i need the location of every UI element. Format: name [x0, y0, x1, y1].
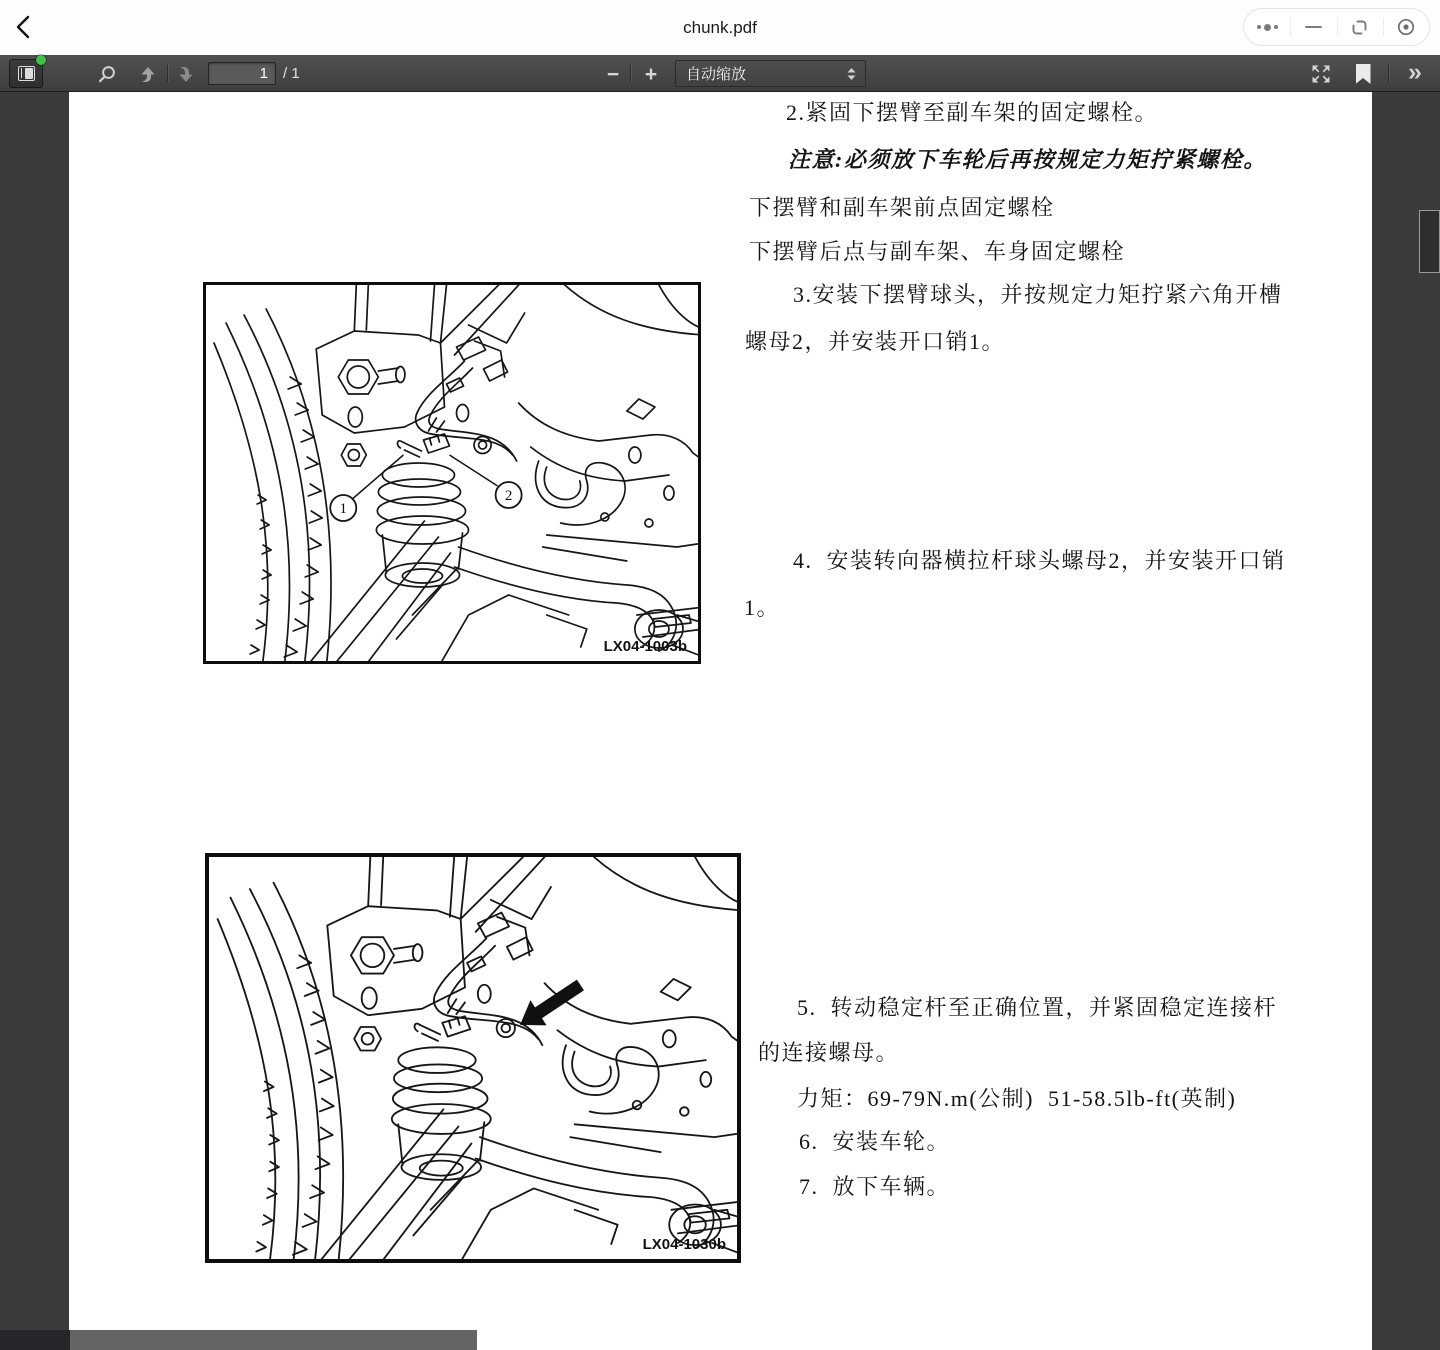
figure-label: LX04-1030b	[642, 1236, 726, 1253]
vertical-scrollbar-thumb[interactable]	[1419, 210, 1440, 273]
close-target-icon	[1396, 17, 1416, 37]
zoom-scale-value: 自动缩放	[686, 66, 747, 83]
scrollbar-corner	[0, 1330, 70, 1350]
notification-dot	[36, 55, 46, 65]
doc-line: 的连接螺母。	[758, 1040, 900, 1065]
doc-note-line: 注意:必须放下车轮后再按规定力矩拧紧螺栓。	[788, 147, 1267, 172]
toolbar-divider	[167, 65, 168, 82]
document-title: chunk.pdf	[683, 18, 757, 37]
page-count-label: / 1	[283, 65, 300, 82]
toolbar-divider	[1388, 65, 1389, 82]
technical-drawing	[206, 285, 698, 661]
minimize-icon	[1305, 26, 1322, 29]
page-down-icon	[176, 66, 195, 83]
presentation-mode-button[interactable]	[1306, 61, 1336, 87]
previous-page-button[interactable]	[134, 62, 160, 86]
technical-drawing	[209, 857, 737, 1259]
minimize-button[interactable]	[1290, 9, 1336, 45]
more-button[interactable]	[1244, 9, 1290, 45]
next-page-button[interactable]	[172, 62, 198, 86]
window-capsule	[1243, 8, 1430, 46]
bookmark-icon	[1356, 64, 1371, 84]
sidebar-toggle-button[interactable]	[9, 59, 43, 88]
zoom-in-button[interactable]	[639, 62, 663, 86]
doc-line: 4. 安装转向器横拉杆球头螺母2，并安装开口销	[793, 548, 1286, 573]
search-icon	[96, 64, 117, 85]
figure-ball-joint-callouts	[203, 282, 701, 664]
doc-line: 1。	[744, 595, 781, 620]
page-number-input[interactable]	[208, 62, 276, 85]
doc-line: 下摆臂和副车架前点固定螺栓	[749, 195, 1055, 220]
doc-line: 5. 转动稳定杆至正确位置，并紧固稳定连接杆	[797, 995, 1278, 1020]
sidebar-icon	[18, 66, 35, 81]
close-button[interactable]	[1383, 9, 1429, 45]
toolbar-divider	[630, 65, 631, 82]
more-dots-icon	[1257, 24, 1278, 31]
doc-line: 螺母2，并安装开口销1。	[745, 329, 1006, 354]
minus-icon: −	[606, 62, 620, 86]
find-button[interactable]	[93, 62, 119, 86]
zoom-scale-select[interactable]	[675, 60, 866, 87]
float-window-button[interactable]	[1337, 9, 1383, 45]
more-tools-button[interactable]	[1398, 57, 1432, 87]
fullscreen-icon	[1310, 63, 1332, 85]
zoom-out-button[interactable]	[601, 62, 625, 86]
callout-number-1: 1	[339, 501, 348, 517]
figure-stabilizer-arrow	[205, 853, 741, 1263]
doc-line: 3.安装下摆臂球头，并按规定力矩拧紧六角开槽	[793, 282, 1283, 307]
horizontal-scrollbar-thumb[interactable]	[70, 1330, 477, 1350]
bookmark-button[interactable]	[1349, 61, 1377, 87]
pointer-arrow	[521, 980, 583, 1024]
select-arrows-icon	[846, 67, 857, 81]
doc-line: 力矩：69-79N.m(公制) 51-58.5lb-ft(英制)	[797, 1086, 1237, 1111]
pdf-toolbar	[0, 55, 1440, 92]
plus-icon: +	[644, 62, 658, 86]
doc-line: 下摆臂后点与副车架、车身固定螺栓	[749, 239, 1126, 264]
titlebar	[0, 0, 1440, 55]
double-chevron-icon: »	[1408, 57, 1422, 86]
doc-line: 6. 安装车轮。	[799, 1129, 951, 1154]
doc-line: 7. 放下车辆。	[799, 1174, 951, 1199]
doc-line: 2.紧固下摆臂至副车架的固定螺栓。	[786, 100, 1159, 125]
float-window-icon	[1350, 18, 1369, 37]
figure-label: LX04-1003b	[603, 638, 687, 655]
page-up-icon	[138, 66, 157, 83]
callout-number-2: 2	[504, 488, 513, 504]
